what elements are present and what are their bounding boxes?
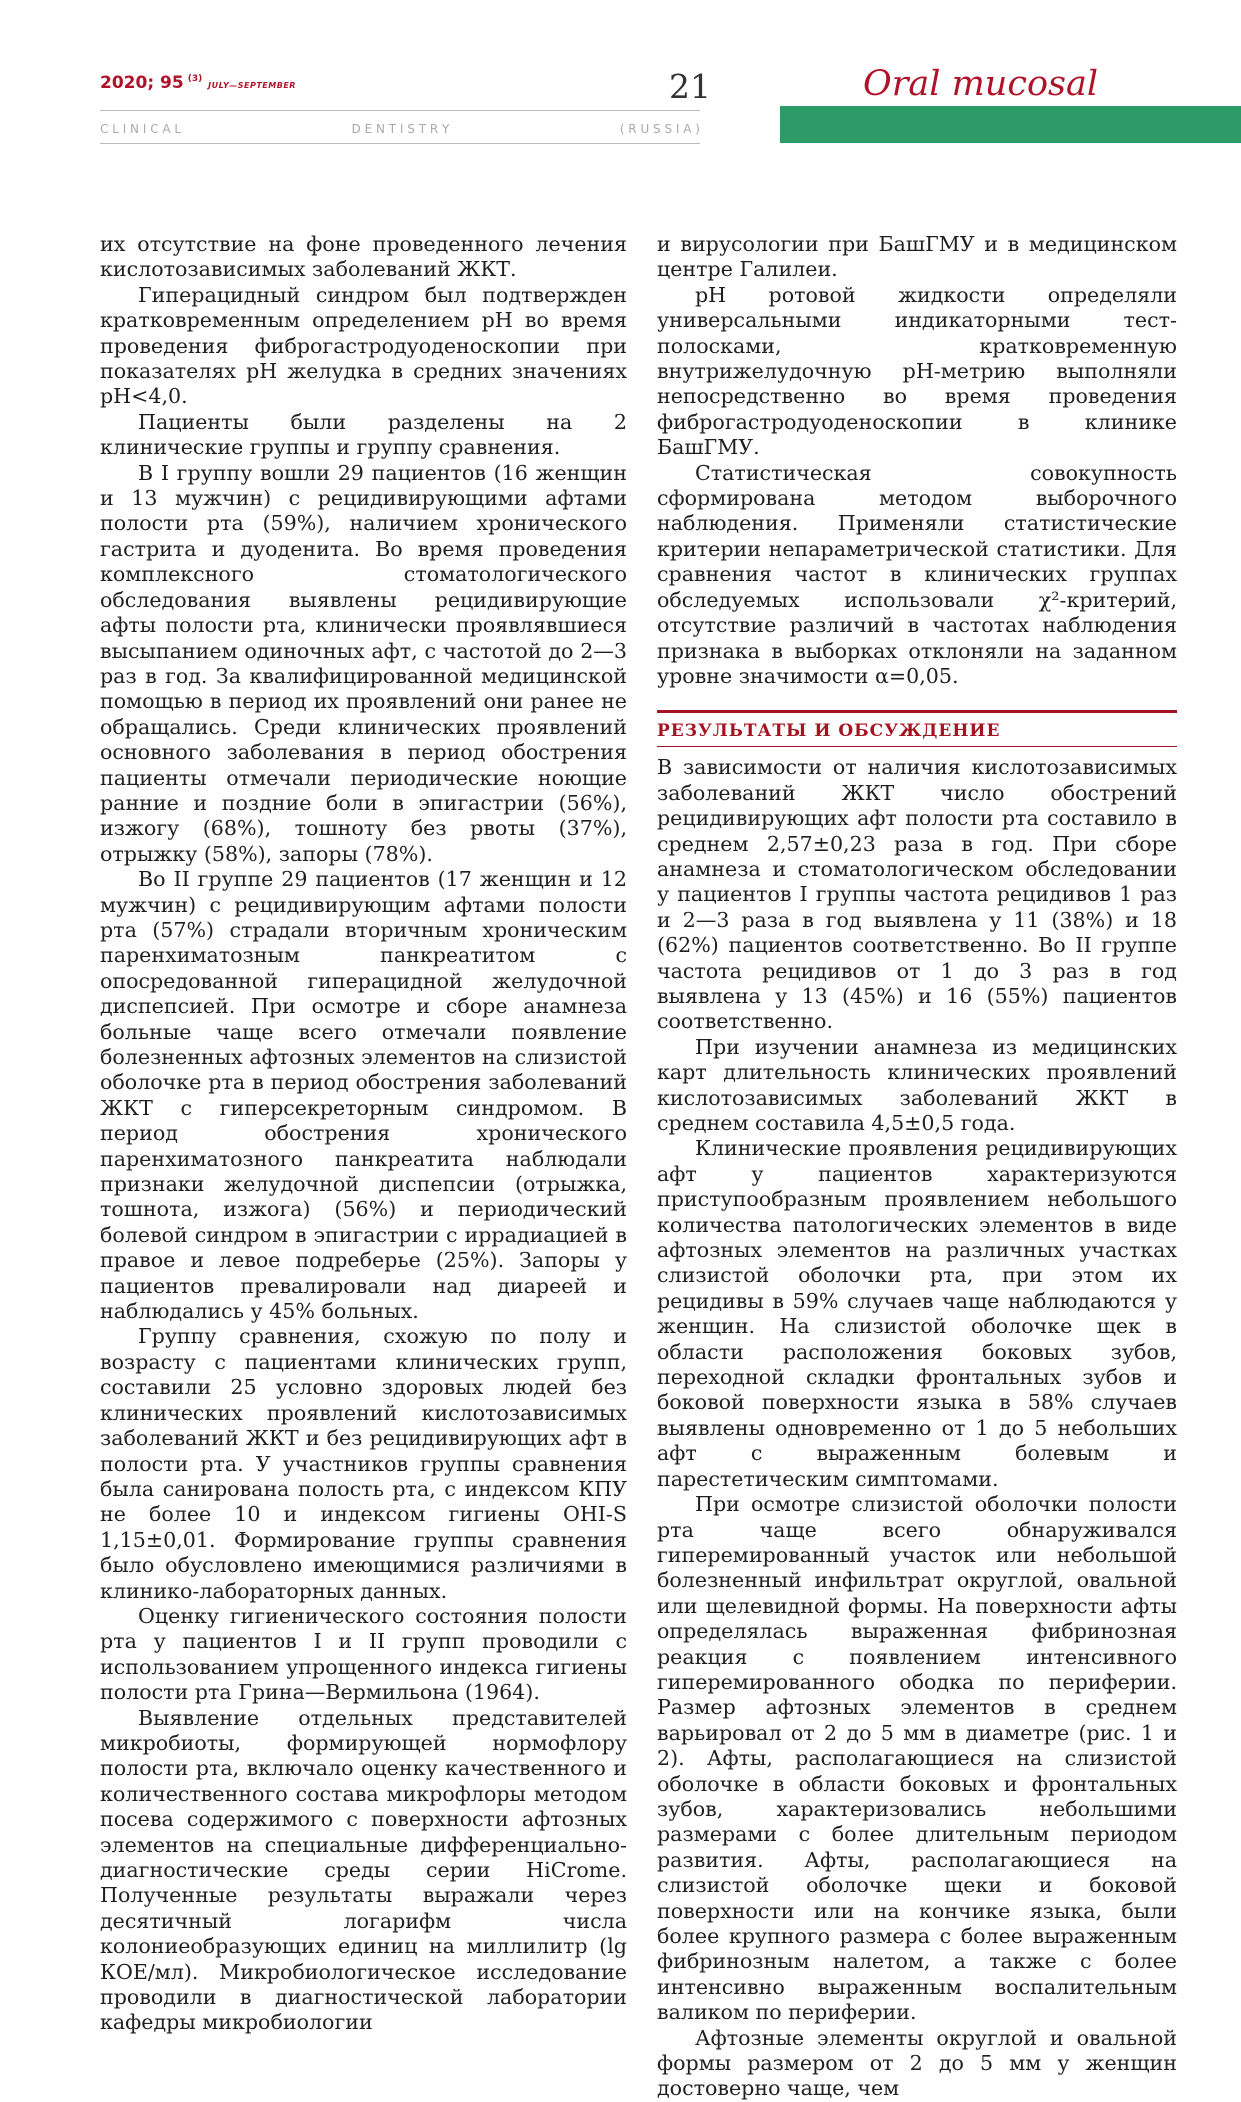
paragraph: При изучении анамнеза из медицинских карт длительность клинических проявлений кислотозависимых заболеваний ЖКТ в среднем составила 4,5±0,5 года. xyxy=(657,1034,1177,1135)
section-color-bar xyxy=(780,106,1241,143)
paragraph: В I группу вошли 29 пациентов (16 женщин и 13 мужчин) с рецидивирующими афтами полости рта (59%), наличием хронического гастрита и дуоденита. Во время проведения комплексного стоматологического обследования выявлены рецидивирующие афты полости рта, клинически проявлявшиеся высыпанием одиночных афт, с частотой до 2—3 раз в год. За квалифицированной медицинской помощью в период их проявлений они ранее не обращались. Среди клинических проявлений основного заболевания в период обострения пациенты отмечали периодические ноющие ранние и поздние боли в эпигастрии (56%), изжогу (68%), тошноту без рвоты (37%), отрыжку (58%), запоры (78%). xyxy=(100,460,627,866)
left-column xyxy=(100,232,627,2036)
paragraph: Во II группе 29 пациентов (17 женщин и 12 мужчин) с рецидивирующим афтами полости рта (57%) страдали вторичным хроническим паренхиматозным панкреатитом с опосредованной гиперацидной желудочной диспепсией. При осмотре и сборе анамнеза больные чаще всего отмечали появление болезненных афтозных элементов на слизистой оболочке рта в период обострения заболеваний ЖКТ с гиперсекреторным синдромом. В период обострения хронического паренхиматозного панкреатита наблюдали признаки желудочной диспепсии (отрыжка, тошнота, изжога) (56%) и периодический болевой синдром в эпигастрии с иррадиацией в правое и левое подреберье (25%). Запоры у пациентов превалировали над диареей и наблюдались у 45% больных. xyxy=(100,867,627,1324)
results-rule-thick xyxy=(657,710,1177,713)
paragraph: Клинические проявления рецидивирующих афт у пациентов характеризуются приступообразным проявлением небольшого количества патологических элементов в виде афтозных элементов на различных участках слизистой оболочки рта, при этом их рецидивы в 59% случаев чаще наблюдаются у женщин. На слизистой оболочке щек в области расположения боковых зубов, переходной складки фронтальных зубов и боковой поверхности языка в 58% случаев выявлены одновременно от 1 до 5 небольших афт с выраженным болевым и парестетическим симптомами. xyxy=(657,1136,1177,1491)
journal-issue xyxy=(100,73,296,93)
right-column xyxy=(657,232,1177,2102)
running-title-word: ( R U S S I A ) xyxy=(619,122,700,136)
paragraph: Статистическая совокупность сформирована методом выборочного наблюдения. Применяли статистические критерии непараметрической статистики. Для сравнения частот в клинических группах обследуемых использовали χ²-критерий, отсутствие различий в частотах наблюдения признака в выборках отклоняли на заданном уровне значимости α=0,05. xyxy=(657,460,1177,688)
paragraph: Пациенты были разделены на 2 клинические группы и группу сравнения. xyxy=(100,409,627,460)
paragraph: Афтозные элементы округлой и овальной формы размером от 2 до 5 мм у женщин достоверно чаще, чем xyxy=(657,2025,1177,2101)
paragraph: При осмотре слизистой оболочки полости рта чаще всего обнаруживался гиперемированный участок или небольшой болезненный инфильтрат округлой, овальной или щелевидной формы. На поверхности афты определялась выраженная фибринозная реакция с появлением интенсивного гиперемированного ободка по периферии. Размер афтозных элементов в среднем варьировал от 2 до 5 мм в диаметре (рис. 1 и 2). Афты, располагающиеся на слизистой оболочке в области боковых и фронтальных зубов, характеризовались небольшими размерами с более длительным периодом развития. Афты, располагающиеся на слизистой оболочке щеки и боковой поверхности или на кончике языка, были более крупного размера с более выраженным фибринозным налетом, а также с более интенсивно выраженным воспалительным валиком по периферии. xyxy=(657,1492,1177,2025)
paragraph: Оценку гигиенического состояния полости рта у пациентов I и II групп проводили с использованием упрощенного индекса гигиены полости рта Грина—Вермильона (1964). xyxy=(100,1603,627,1705)
paragraph: Выявление отдельных представителей микробиоты, формирующей нормофлору полости рта, включало оценку качественного и количественного состава микрофлоры методом посева содержимого с поверхности афтозных элементов на специальные дифференциально-диагностические среды серии HiCrome. Полученные результаты выражали через десятичный логарифм числа колониеобразующих единиц на миллилитр (lg КОЕ/мл). Микробиологическое исследование проводили в диагностической лаборатории кафедры микробиологии xyxy=(100,1705,627,2035)
running-title-word: C L I N I C A L xyxy=(100,122,182,136)
running-title-word: D E N T I S T R Y xyxy=(351,122,450,136)
paragraph: pH ротовой жидкости определяли универсальными индикаторными тест-полосками, кратковременную внутрижелудочную pH-метрию выполняли непосредственно во время проведения фиброгастродуоденоскопии в клинике БашГМУ. xyxy=(657,282,1177,460)
header-rule-top xyxy=(100,110,700,111)
paragraph: Группу сравнения, схожую по полу и возрасту с пациентами клинических групп, составили 25 условно здоровых людей без клинических проявлений кислотозависимых заболеваний ЖКТ и без рецидивирующих афт в полости рта. У участников группы сравнения была санирована полость рта, с индексом КПУ не более 10 и индексом гигиены OHI-S 1,15±0,01. Формирование группы сравнения было обусловлено имеющимися различиями в клинико-лабораторных данных. xyxy=(100,1324,627,1603)
paragraph: их отсутствие на фоне проведенного лечения кислотозависимых заболеваний ЖКТ. xyxy=(100,232,627,282)
year-volume: 2020; 95 xyxy=(100,73,184,93)
results-rule-thin xyxy=(657,746,1177,747)
header-rule-bottom xyxy=(100,143,700,144)
paragraph: В зависимости от наличия кислотозависимых заболеваний ЖКТ число обострений рецидивирующих афт полости рта составило в среднем 2,57±0,23 раза в год. При сборе анамнеза и стоматологическом обследовании у пациентов I группы частота рецидивов 1 раз и 2—3 раза в год выявлена у 11 (38%) и 18 (62%) пациентов соответственно. Во II группе частота рецидивов от 1 до 3 раз в год выявлена у 13 (45%) и 16 (55%) пациентов соответственно. xyxy=(657,755,1177,1034)
paragraph: Гиперацидный синдром был подтвержден кратковременным определением pH во время проведения фиброгастродуоденоскопии при показателях pH желудка в средних значениях pH<4,0. xyxy=(100,282,627,409)
issue-number: (3) xyxy=(187,74,203,85)
issue-months: JULY—SEPTEMBER xyxy=(208,81,296,90)
page-number: 21 xyxy=(669,67,711,106)
results-heading: РЕЗУЛЬТАТЫ И ОБСУЖДЕНИЕ xyxy=(657,721,1001,742)
paragraph: и вирусологии при БашГМУ и в медицинском центре Галилеи. xyxy=(657,232,1177,282)
section-title: Oral mucosal xyxy=(863,64,1099,104)
running-title xyxy=(100,122,700,136)
